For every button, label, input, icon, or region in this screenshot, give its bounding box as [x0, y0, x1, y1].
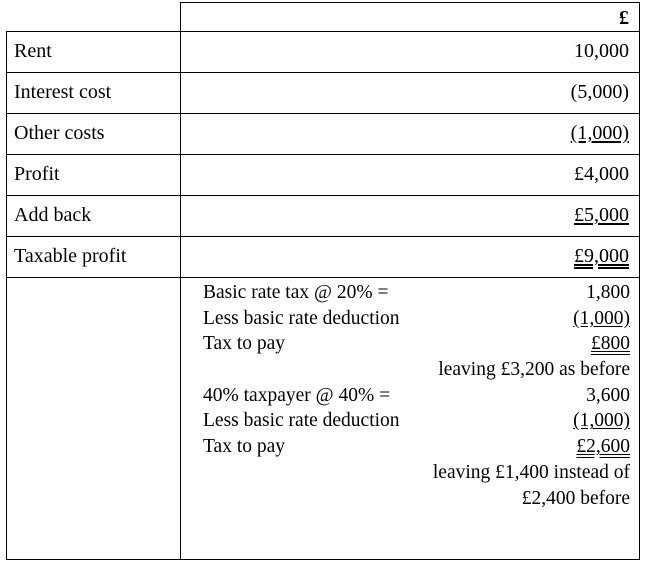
- row-label-rent: Rent: [14, 40, 52, 62]
- tax-to-pay-value: £2,600: [576, 436, 630, 458]
- calc-line: [203, 306, 630, 332]
- basic-rate-label: Basic rate tax @ 20% =: [203, 282, 389, 303]
- row-value-other-costs: (1,000): [570, 122, 629, 144]
- row-label-taxable-profit: Taxable profit: [14, 245, 127, 267]
- calc-line: [203, 357, 630, 383]
- calc-line: [203, 408, 630, 434]
- higher-rate-value: 3,600: [586, 384, 630, 406]
- row-label-cell: [6, 113, 181, 155]
- less-deduction-value: (1,000): [573, 307, 630, 329]
- row-value-interest-cost: (5,000): [570, 81, 629, 103]
- leaving-note: leaving £1,400 instead of: [432, 461, 630, 483]
- row-value-cell: [180, 154, 640, 196]
- row-label-other-costs: Other costs: [14, 122, 105, 144]
- row-value-taxable-profit: £9,000: [574, 245, 629, 267]
- calc-line: [203, 486, 630, 512]
- leaving-note: £2,400 before: [521, 487, 630, 509]
- tax-to-pay-value: £800: [591, 333, 630, 355]
- row-value-cell: [180, 195, 640, 237]
- row-label-cell: [6, 154, 181, 196]
- currency-heading: £: [619, 7, 629, 29]
- higher-rate-label: 40% taxpayer @ 40% =: [203, 384, 391, 406]
- row-value-cell: [180, 113, 640, 155]
- row-value-cell: [180, 236, 640, 278]
- row-label-interest-cost: Interest cost: [14, 81, 112, 103]
- tax-to-pay-label: Tax to pay: [203, 436, 286, 458]
- less-deduction-value: (1,000): [573, 410, 630, 432]
- row-value-rent: 10,000: [574, 40, 629, 62]
- row-label-profit: Profit: [14, 163, 60, 185]
- calc-line: [203, 383, 630, 409]
- row-value-cell: [180, 31, 640, 73]
- row-label-add-back: Add back: [14, 204, 92, 226]
- header-currency-cell: [180, 2, 640, 32]
- row-label-cell: [6, 72, 181, 114]
- header-empty-cell: [6, 2, 181, 32]
- row-label-cell: [6, 195, 181, 237]
- leaving-note: leaving £3,200 as before: [438, 359, 630, 381]
- row-label-cell: [6, 236, 181, 278]
- tax-calculation-table: [6, 2, 640, 560]
- row-label-cell: [6, 31, 181, 73]
- tax-calculation-block: [203, 280, 630, 511]
- calc-line: [203, 434, 630, 460]
- less-deduction-label: Less basic rate deduction: [203, 307, 400, 329]
- row-value-add-back: £5,000: [574, 204, 629, 226]
- calc-line: [203, 331, 630, 357]
- calc-line: [203, 460, 630, 486]
- calc-line: [203, 280, 630, 306]
- less-deduction-label: Less basic rate deduction: [203, 410, 400, 432]
- calc-label-cell: [6, 277, 181, 560]
- row-value-cell: [180, 72, 640, 114]
- calc-value-cell: [180, 277, 640, 560]
- row-value-profit: £4,000: [574, 163, 629, 185]
- tax-to-pay-label: Tax to pay: [203, 333, 286, 355]
- basic-rate-value: 1,800: [586, 282, 630, 303]
